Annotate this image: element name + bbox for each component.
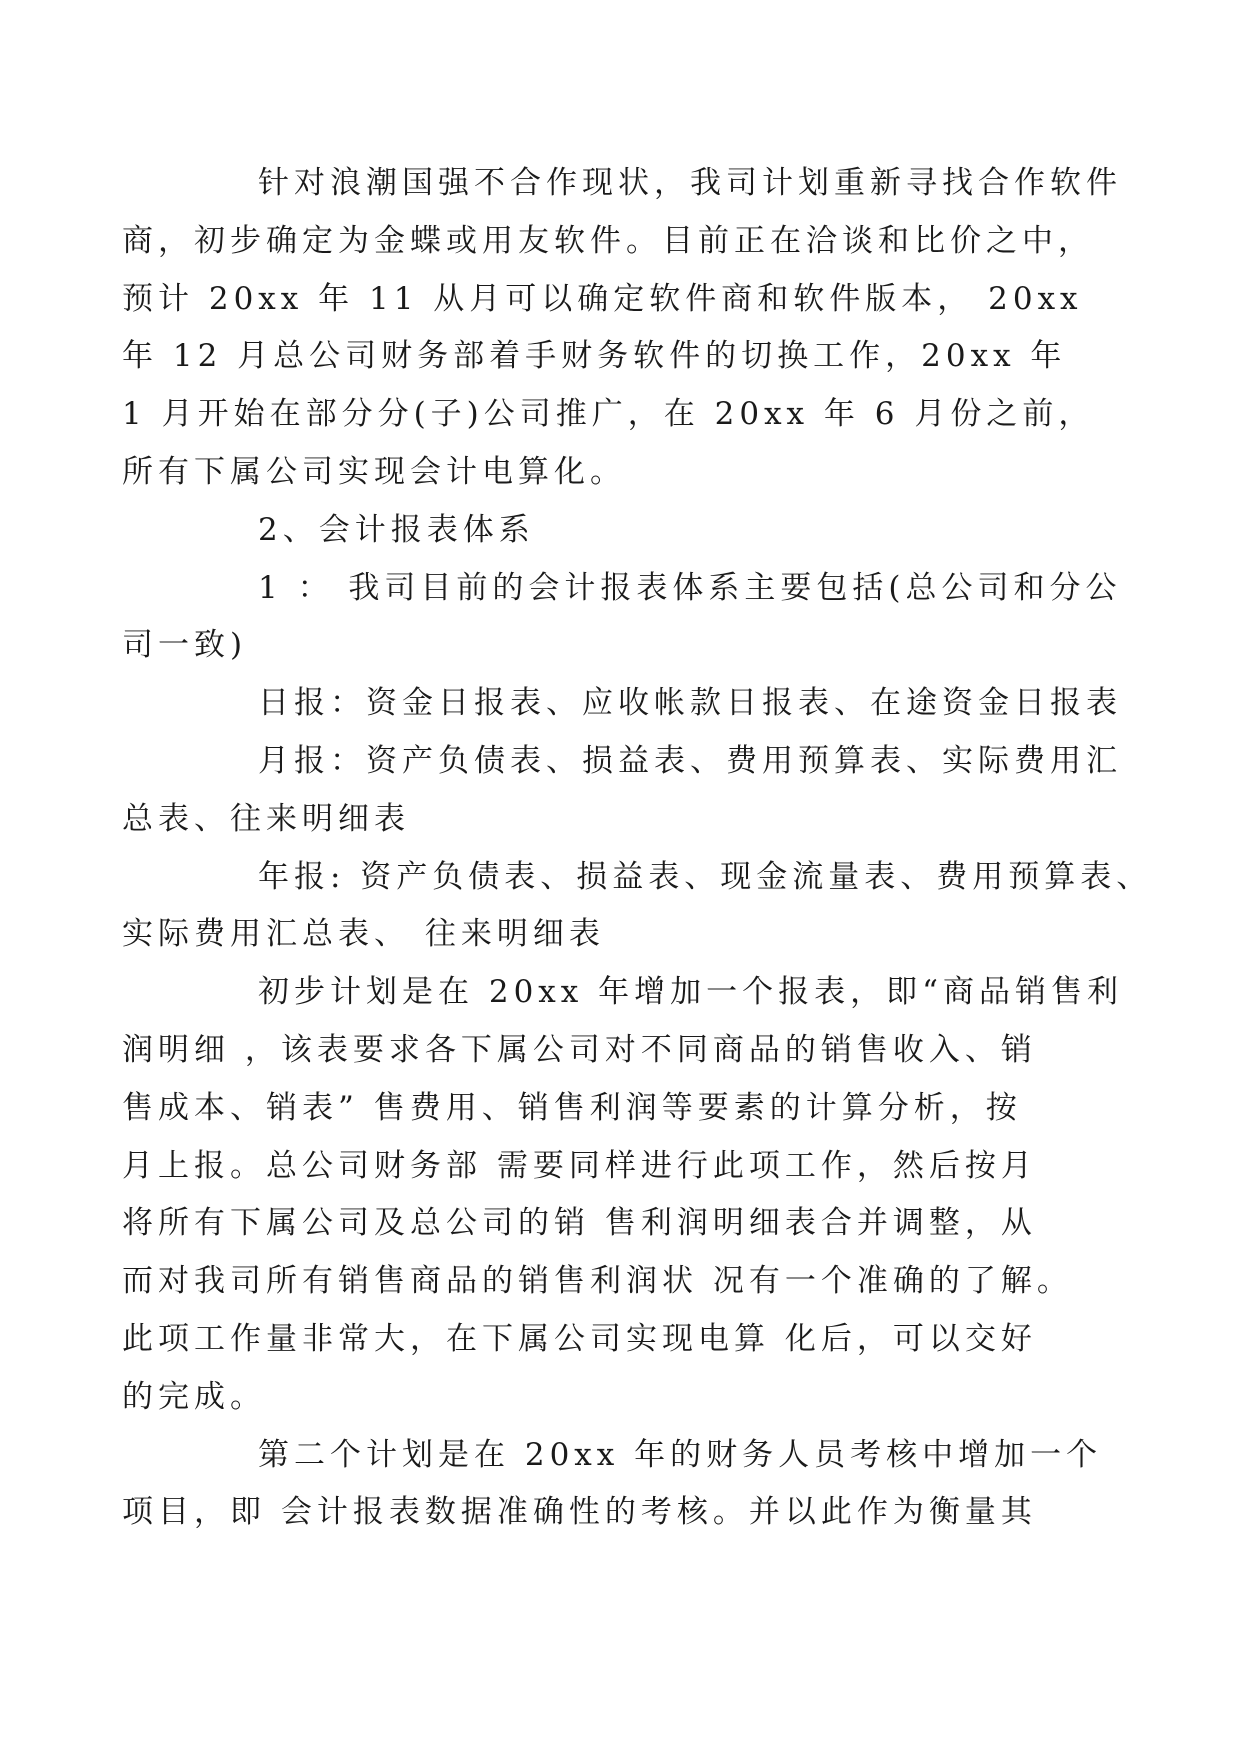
paragraph-first-plan: [122, 964, 1123, 1426]
text-line: 年 12 月总公司财务部着手财务软件的切换工作，20xx 年: [122, 338, 1067, 375]
text-line: 2、会计报表体系: [258, 511, 535, 548]
text-line: 的完成。: [122, 1378, 266, 1415]
text-line: 第二个计划是在 20xx 年的财务人员考核中增加一个: [258, 1436, 1103, 1473]
paragraph-second-plan: [122, 1427, 1103, 1543]
text-line: 此项工作量非常大，在下属公司实现电算 化后，可以交好: [122, 1320, 1037, 1357]
text-line: 润明细 ，该表要求各下属公司对不同商品的销售收入、销: [122, 1031, 1037, 1068]
paragraph-report-system-intro: [122, 560, 1122, 676]
text-line: 实际费用汇总表、 往来明细表: [122, 916, 605, 953]
text-line: 司一致): [122, 627, 248, 664]
text-line: 日报：资金日报表、应收帐款日报表、在途资金日报表: [258, 685, 1122, 722]
text-line: 初步计划是在 20xx 年增加一个报表，即“商品销售利: [258, 974, 1123, 1011]
text-line: 将所有下属公司及总公司的销 售利润明细表合并调整，从: [122, 1205, 1037, 1242]
text-line: 所有下属公司实现会计电算化。: [122, 453, 626, 490]
text-line: 年报: 资产负债表、损益表、现金流量表、费用预算表、: [258, 858, 1153, 895]
paragraph-annual-report: [122, 849, 1153, 965]
text-line: 预计 20xx 年 11 从月可以确定软件商和软件版本， 20xx: [122, 280, 1083, 317]
text-line: 月上报。总公司财务部 需要同样进行此项工作，然后按月: [122, 1147, 1037, 1184]
text-line: 售成本、销表” 售费用、销售利润等要素的计算分析，按: [122, 1089, 1022, 1126]
text-line: 1 ： 我司目前的会计报表体系主要包括(总公司和分公: [258, 569, 1122, 606]
text-line: 1 月开始在部分分(子)公司推广，在 20xx 年 6 月份之前，: [122, 396, 1095, 433]
text-line: 针对浪潮国强不合作现状，我司计划重新寻找合作软件: [258, 165, 1122, 201]
text-line: 总表、往来明细表: [122, 800, 410, 837]
paragraph-software-plan: [122, 155, 1122, 502]
section-heading-report-system: [190, 502, 1070, 560]
paragraph-monthly-report: [122, 733, 1122, 849]
document-body: [122, 155, 1153, 1542]
text-line: 而对我司所有销售商品的销售利润状 况有一个准确的了解。: [122, 1263, 1073, 1300]
text-line: 月报：资产负债表、损益表、费用预算表、实际费用汇: [258, 742, 1122, 779]
text-line: 项目，即 会计报表数据准确性的考核。并以此作为衡量其: [122, 1494, 1037, 1531]
text-line: 商，初步确定为金蝶或用友软件。目前正在洽谈和比价之中，: [122, 222, 1094, 259]
paragraph-daily-report: [190, 675, 1122, 733]
